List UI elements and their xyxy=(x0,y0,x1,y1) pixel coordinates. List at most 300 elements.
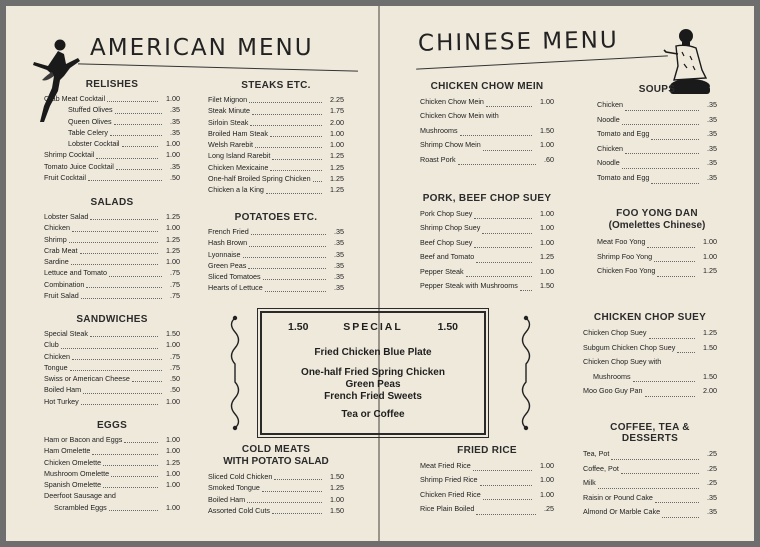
menu-item xyxy=(44,396,180,407)
menu-item-name: Milk xyxy=(583,478,596,488)
dotted-leader xyxy=(645,396,695,397)
menu-item-name: Scrambled Eggs xyxy=(54,502,107,512)
menu-item-name: Crab Meat xyxy=(44,245,78,255)
menu-item-name: Swiss or American Cheese xyxy=(44,374,130,384)
dotted-leader xyxy=(248,268,326,269)
scroll-ornament-right xyxy=(517,314,535,432)
cold-meats-section xyxy=(208,444,344,516)
dotted-leader xyxy=(655,502,699,503)
dotted-leader xyxy=(249,102,322,103)
menu-item xyxy=(583,505,717,520)
menu-item-name: Shrimp xyxy=(44,234,67,244)
menu-item xyxy=(597,171,717,186)
menu-item-price: 1.50 xyxy=(540,125,554,135)
menu-item-price: 1.00 xyxy=(540,140,554,150)
dotted-leader xyxy=(265,291,326,292)
section-title: CHICKEN CHOW MEIN xyxy=(430,81,544,92)
menu-item xyxy=(208,128,344,139)
menu-item-name: Combination xyxy=(44,279,85,289)
menu-item-name: Chicken Mexicaine xyxy=(208,162,269,172)
special-line: Green Peas xyxy=(345,379,401,390)
menu-item-name: Deerfoot Sausage and xyxy=(44,491,116,501)
menu-item-name: Welsh Rarebit xyxy=(208,140,254,150)
menu-item xyxy=(583,462,717,477)
fried-rice-section xyxy=(420,445,554,517)
menu-item-name: Pork Chop Suey xyxy=(420,209,473,218)
dotted-leader xyxy=(622,168,699,169)
menu-item-price: 1.25 xyxy=(703,266,717,276)
menu-item xyxy=(208,260,344,271)
dotted-leader xyxy=(124,442,158,443)
dotted-leader xyxy=(107,101,158,102)
menu-item-price: .50 xyxy=(170,385,180,395)
dotted-leader xyxy=(83,393,162,394)
menu-item-price: 1.50 xyxy=(166,329,180,338)
dotted-leader xyxy=(92,454,158,455)
menu-item xyxy=(583,491,717,506)
dotted-leader xyxy=(80,253,158,254)
menu-item-name: Chicken xyxy=(597,143,623,153)
menu-item-price: .35 xyxy=(334,272,344,282)
dotted-leader xyxy=(103,487,158,488)
menu-item xyxy=(583,355,717,370)
special-line: French Fried Sweets xyxy=(324,391,422,402)
menu-item xyxy=(44,468,180,479)
section-title: FOO YONG DAN xyxy=(616,208,698,219)
menu-item-name: Tomato and Egg xyxy=(597,172,650,182)
menu-item-name: Chicken Omelette xyxy=(44,457,102,467)
dotted-leader xyxy=(61,348,158,349)
dotted-leader xyxy=(633,381,695,382)
menu-item-name: Special Steak xyxy=(44,329,88,338)
menu-item-price: 1.25 xyxy=(166,212,180,221)
dotted-leader xyxy=(662,517,699,518)
dotted-leader xyxy=(110,135,162,136)
menu-item-name: Ham or Bacon and Eggs xyxy=(44,435,123,444)
menu-item-price: .35 xyxy=(707,172,717,182)
menu-item-price: 1.75 xyxy=(330,106,344,116)
menu-item-name: Long Island Rarebit xyxy=(208,151,271,161)
section-title: POTATOES ETC. xyxy=(234,212,318,223)
menu-item-price: 2.00 xyxy=(703,386,717,396)
dotted-leader xyxy=(81,298,162,299)
menu-item-name: Chicken a la King xyxy=(208,185,264,195)
menu-item-price: 1.25 xyxy=(330,162,344,172)
menu-item-name: Lobster Salad xyxy=(44,212,89,221)
menu-item-price: 1.00 xyxy=(540,223,554,233)
menu-item-name: Moo Goo Guy Pan xyxy=(583,386,643,396)
menu-item-name: Chicken xyxy=(44,223,70,233)
foo-yong-section xyxy=(597,208,717,279)
menu-item-price: 1.00 xyxy=(703,237,717,246)
menu-item-name: Hash Brown xyxy=(208,238,248,248)
dotted-leader xyxy=(598,488,699,489)
menu-item xyxy=(583,447,717,462)
menu-item-price: .50 xyxy=(170,173,180,183)
menu-item xyxy=(420,207,554,221)
menu-item-price: 1.00 xyxy=(166,468,180,478)
menu-item xyxy=(44,339,180,350)
dotted-leader xyxy=(243,257,326,258)
menu-item-name: Tea, Pot xyxy=(583,449,610,458)
dotted-leader xyxy=(88,180,162,181)
dotted-leader xyxy=(250,125,322,126)
menu-item xyxy=(208,505,344,516)
menu-item xyxy=(420,502,554,516)
dotted-leader xyxy=(611,459,699,460)
dotted-leader xyxy=(473,470,532,471)
menu-item-name: Hot Turkey xyxy=(44,396,79,406)
menu-item-price: 1.25 xyxy=(330,185,344,195)
dotted-leader xyxy=(272,513,322,514)
menu-item-price: 1.00 xyxy=(166,257,180,267)
menu-item-name: Lobster Cocktail xyxy=(68,139,120,149)
menu-item-name: Crab Meat Cocktail xyxy=(44,94,106,103)
menu-item-name: Tomato and Egg xyxy=(597,129,650,139)
menu-item-name: Boiled Ham xyxy=(208,494,246,504)
menu-item xyxy=(597,250,717,265)
menu-item xyxy=(597,113,717,128)
menu-item-price: .50 xyxy=(170,374,180,384)
menu-item-name: Fruit Salad xyxy=(44,291,79,301)
dotted-leader xyxy=(86,287,162,288)
dotted-leader xyxy=(81,404,158,405)
menu-item-price: 1.00 xyxy=(166,396,180,406)
menu-item-price: .35 xyxy=(334,283,344,293)
dotted-leader xyxy=(247,502,322,503)
dotted-leader xyxy=(476,514,536,515)
dotted-leader xyxy=(649,338,695,339)
menu-item xyxy=(44,457,180,468)
menu-item xyxy=(44,138,180,149)
dotted-leader xyxy=(71,264,158,265)
section-subtitle: WITH POTATO SALAD xyxy=(223,456,329,467)
dotted-leader xyxy=(458,164,536,165)
menu-item xyxy=(420,221,554,235)
dotted-leader xyxy=(647,247,695,248)
menu-item-price: .75 xyxy=(170,268,180,278)
menu-item xyxy=(420,138,554,152)
menu-item xyxy=(420,236,554,250)
menu-item-price: 1.50 xyxy=(540,280,554,290)
menu-item-price: .35 xyxy=(707,507,717,517)
menu-item xyxy=(208,282,344,293)
menu-item-name: Filet Mignon xyxy=(208,95,248,104)
menu-item xyxy=(44,93,180,104)
menu-item-name: Chicken xyxy=(597,100,623,109)
menu-item xyxy=(208,150,344,161)
menu-item xyxy=(44,267,180,278)
dotted-leader xyxy=(69,242,158,243)
potatoes-section xyxy=(208,212,344,294)
menu-item xyxy=(44,172,180,183)
dotted-leader xyxy=(111,476,158,477)
menu-item-price: 2.00 xyxy=(330,117,344,127)
menu-item-price: 1.00 xyxy=(540,97,554,106)
dotted-leader xyxy=(460,135,532,136)
menu-item xyxy=(44,362,180,373)
section-title: RELISHES xyxy=(85,79,139,90)
menu-item-name: Boiled Ham xyxy=(44,385,82,395)
scroll-ornament-left xyxy=(226,314,244,432)
menu-item-name: Sliced Cold Chicken xyxy=(208,472,273,481)
menu-item-name: Rice Plain Boiled xyxy=(420,504,475,514)
menu-item-name: Meat Foo Yong xyxy=(597,237,646,246)
menu-item-name: Sliced Tomatoes xyxy=(208,272,261,282)
dotted-leader xyxy=(109,276,162,277)
menu-item xyxy=(44,384,180,395)
menu-item-price: 1.00 xyxy=(166,94,180,103)
menu-item-price: .35 xyxy=(170,105,180,115)
dotted-leader xyxy=(625,153,699,154)
dotted-leader xyxy=(657,276,695,277)
special-box xyxy=(260,311,486,435)
dotted-leader xyxy=(90,219,158,220)
menu-item-price: 1.25 xyxy=(166,234,180,244)
dotted-leader xyxy=(474,247,532,248)
menu-item-price: .35 xyxy=(334,238,344,248)
dotted-leader xyxy=(274,479,322,480)
menu-item xyxy=(208,162,344,173)
menu-item xyxy=(420,473,554,487)
menu-item xyxy=(597,142,717,157)
menu-item-price: 1.00 xyxy=(166,480,180,490)
menu-item-price: 1.25 xyxy=(703,328,717,337)
dotted-leader xyxy=(625,110,699,111)
menu-item-price: 1.00 xyxy=(540,266,554,276)
soups-section xyxy=(597,84,717,186)
menu-item-name: Chicken Chop Suey xyxy=(583,328,647,337)
dotted-leader xyxy=(313,181,322,182)
menu-item xyxy=(44,234,180,245)
menu-item-name: Meat Fried Rice xyxy=(420,461,471,470)
menu-item-price: .35 xyxy=(707,129,717,139)
menu-item xyxy=(44,479,180,490)
dotted-leader xyxy=(466,276,532,277)
menu-item xyxy=(44,328,180,339)
menu-item xyxy=(208,184,344,195)
menu-item-price: 1.00 xyxy=(166,223,180,233)
menu-item-name: Chicken Chop Suey with xyxy=(583,357,662,367)
coffee-tea-desserts-section xyxy=(583,422,717,520)
menu-item xyxy=(208,237,344,248)
menu-item-name: Stuffed Olives xyxy=(68,105,113,115)
menu-item-price: 1.50 xyxy=(703,342,717,352)
section-subtitle: (Omelettes Chinese) xyxy=(608,220,706,231)
menu-item xyxy=(44,290,180,301)
section-title: SOUPS xyxy=(638,84,676,95)
menu-item-price: 2.25 xyxy=(330,95,344,104)
menu-item xyxy=(420,279,554,293)
menu-item xyxy=(44,445,180,456)
menu-item xyxy=(583,341,717,356)
dotted-leader xyxy=(115,113,162,114)
menu-item-price: .75 xyxy=(170,362,180,372)
menu-item-name: Beef and Tomato xyxy=(420,252,475,262)
menu-item-price: .35 xyxy=(707,492,717,502)
menu-item-price: .25 xyxy=(707,478,717,488)
menu-item-name: Fruit Cocktail xyxy=(44,173,86,183)
menu-item xyxy=(44,222,180,233)
menu-item xyxy=(597,98,717,113)
dotted-leader xyxy=(263,279,326,280)
menu-item xyxy=(208,117,344,128)
menu-item-name: One-half Broiled Spring Chicken xyxy=(208,174,311,184)
menu-item-price: .35 xyxy=(170,161,180,171)
menu-item xyxy=(583,370,717,385)
menu-item xyxy=(583,326,717,341)
menu-item-price: 1.00 xyxy=(166,150,180,160)
menu-item-name: Chicken Fried Rice xyxy=(420,489,481,499)
dotted-leader xyxy=(520,290,532,291)
dotted-leader xyxy=(132,381,162,382)
menu-item-price: 1.00 xyxy=(166,340,180,350)
menu-item-price: 1.00 xyxy=(166,139,180,149)
menu-item-name: Chicken Chow Mein with xyxy=(420,111,499,121)
menu-item-name: Sardine xyxy=(44,257,69,267)
menu-item xyxy=(420,109,554,123)
menu-item-price: 1.25 xyxy=(330,151,344,161)
chow-mein-section xyxy=(420,81,554,167)
menu-item-price: .35 xyxy=(170,127,180,137)
dotted-leader xyxy=(622,124,699,125)
dotted-leader xyxy=(677,352,695,353)
menu-item-name: Mushrooms xyxy=(420,125,458,135)
menu-item-name: Pepper Steak with Mushrooms xyxy=(420,280,518,290)
menu-item xyxy=(420,459,554,473)
menu-item-name: Lyonnaise xyxy=(208,249,241,259)
menu-item-name: Noodle xyxy=(597,158,620,168)
menu-item xyxy=(44,502,180,513)
dotted-leader xyxy=(476,262,532,263)
sandwiches-section xyxy=(44,314,180,407)
section-title: COLD MEATS xyxy=(241,444,311,455)
dotted-leader xyxy=(483,150,532,151)
menu-item xyxy=(44,211,180,222)
salads-section xyxy=(44,197,180,301)
menu-item-price: 1.00 xyxy=(166,435,180,444)
menu-item-name: Chicken xyxy=(44,351,70,361)
menu-item-name: Lettuce and Tomato xyxy=(44,268,108,278)
menu-item-name: Pepper Steak xyxy=(420,266,464,276)
menu-item-price: 1.25 xyxy=(540,252,554,262)
menu-item-price: .35 xyxy=(707,158,717,168)
dotted-leader xyxy=(482,233,532,234)
menu-item-name: Subgum Chicken Chop Suey xyxy=(583,342,676,352)
menu-item-name: Shrimp Chow Mein xyxy=(420,140,481,150)
section-title: EGGS xyxy=(96,420,128,431)
menu-item-name: Hearts of Lettuce xyxy=(208,283,263,293)
menu-item xyxy=(420,250,554,264)
menu-item-price: 1.00 xyxy=(540,475,554,485)
menu-item xyxy=(208,471,344,482)
menu-item-name: Raisin or Pound Cake xyxy=(583,492,653,502)
menu-item-price: 1.00 xyxy=(330,140,344,150)
dotted-leader xyxy=(252,114,322,115)
section-title: SANDWICHES xyxy=(76,314,148,325)
special-line: Fried Chicken Blue Plate xyxy=(314,347,432,358)
dotted-leader xyxy=(272,159,322,160)
special-title: SPECIAL xyxy=(343,321,403,333)
menu-item xyxy=(208,249,344,260)
section-title: STEAKS ETC. xyxy=(241,80,311,91)
section-title: FRIED RICE xyxy=(457,445,517,456)
menu-item-name: Queen Olives xyxy=(68,116,112,126)
section-title: PORK, BEEF CHOP SUEY xyxy=(422,193,552,204)
menu-item-name: Shrimp Cocktail xyxy=(44,150,95,160)
section-title: COFFEE, TEA & DESSERTS xyxy=(610,422,690,444)
chinese-menu-banner: CHINESE MENU xyxy=(417,27,619,57)
pork-beef-chop-suey-section xyxy=(420,193,554,293)
menu-item xyxy=(208,226,344,237)
menu-item-price: 1.50 xyxy=(703,371,717,381)
menu-item-name: Noodle xyxy=(597,114,620,124)
menu-item-price: .25 xyxy=(707,463,717,473)
menu-item-price: 1.00 xyxy=(540,461,554,470)
menu-item xyxy=(597,156,717,171)
menu-item-price: .35 xyxy=(334,227,344,236)
dotted-leader xyxy=(122,146,158,147)
menu-item-name: Tongue xyxy=(44,362,68,372)
menu-item xyxy=(44,245,180,256)
menu-item-name: Club xyxy=(44,340,59,350)
menu-item-name: Spanish Omelette xyxy=(44,480,102,490)
menu-item-price: 1.00 xyxy=(540,237,554,247)
menu-item-name: Shrimp Chop Suey xyxy=(420,223,481,233)
menu-item-name: Beef Chop Suey xyxy=(420,237,473,247)
menu-item xyxy=(583,384,717,399)
menu-item xyxy=(208,271,344,282)
menu-item xyxy=(420,265,554,279)
menu-item xyxy=(208,139,344,150)
menu-item-name: Ham Omelette xyxy=(44,446,91,456)
menu-item-price: 1.25 xyxy=(166,245,180,255)
menu-item-price: .35 xyxy=(334,260,344,270)
menu-item-price: 1.00 xyxy=(166,502,180,512)
menu-item xyxy=(208,94,344,105)
dotted-leader xyxy=(90,336,158,337)
menu-item-name: Sirloin Steak xyxy=(208,117,249,127)
relishes-section xyxy=(44,79,180,183)
menu-item xyxy=(597,127,717,142)
menu-item xyxy=(44,149,180,160)
menu-item-name: Shrimp Foo Yong xyxy=(597,251,653,261)
menu-item-price: 1.25 xyxy=(330,483,344,493)
menu-item-name: Coffee, Pot xyxy=(583,463,619,473)
dotted-leader xyxy=(651,139,699,140)
menu-item xyxy=(420,488,554,502)
menu-item xyxy=(420,95,554,109)
dotted-leader xyxy=(266,193,322,194)
menu-item-name: French Fried xyxy=(208,227,249,236)
eggs-section xyxy=(44,420,180,513)
menu-item-price: .25 xyxy=(544,504,554,514)
menu-item xyxy=(597,264,717,279)
menu-item-name: Smoked Tongue xyxy=(208,483,260,493)
menu-item-name: Green Peas xyxy=(208,260,247,270)
menu-item-name: Mushrooms xyxy=(593,371,631,381)
menu-item xyxy=(583,476,717,491)
dotted-leader xyxy=(72,359,162,360)
menu-item-price: 1.50 xyxy=(330,472,344,481)
menu-item xyxy=(44,373,180,384)
menu-item-name: Mushroom Omelette xyxy=(44,468,110,478)
menu-item-price: 1.00 xyxy=(540,489,554,499)
dotted-leader xyxy=(103,465,158,466)
menu-item-name: Almond Or Marble Cake xyxy=(583,507,661,517)
menu-item-price: 1.00 xyxy=(540,209,554,218)
menu-item-price: 1.25 xyxy=(330,174,344,184)
